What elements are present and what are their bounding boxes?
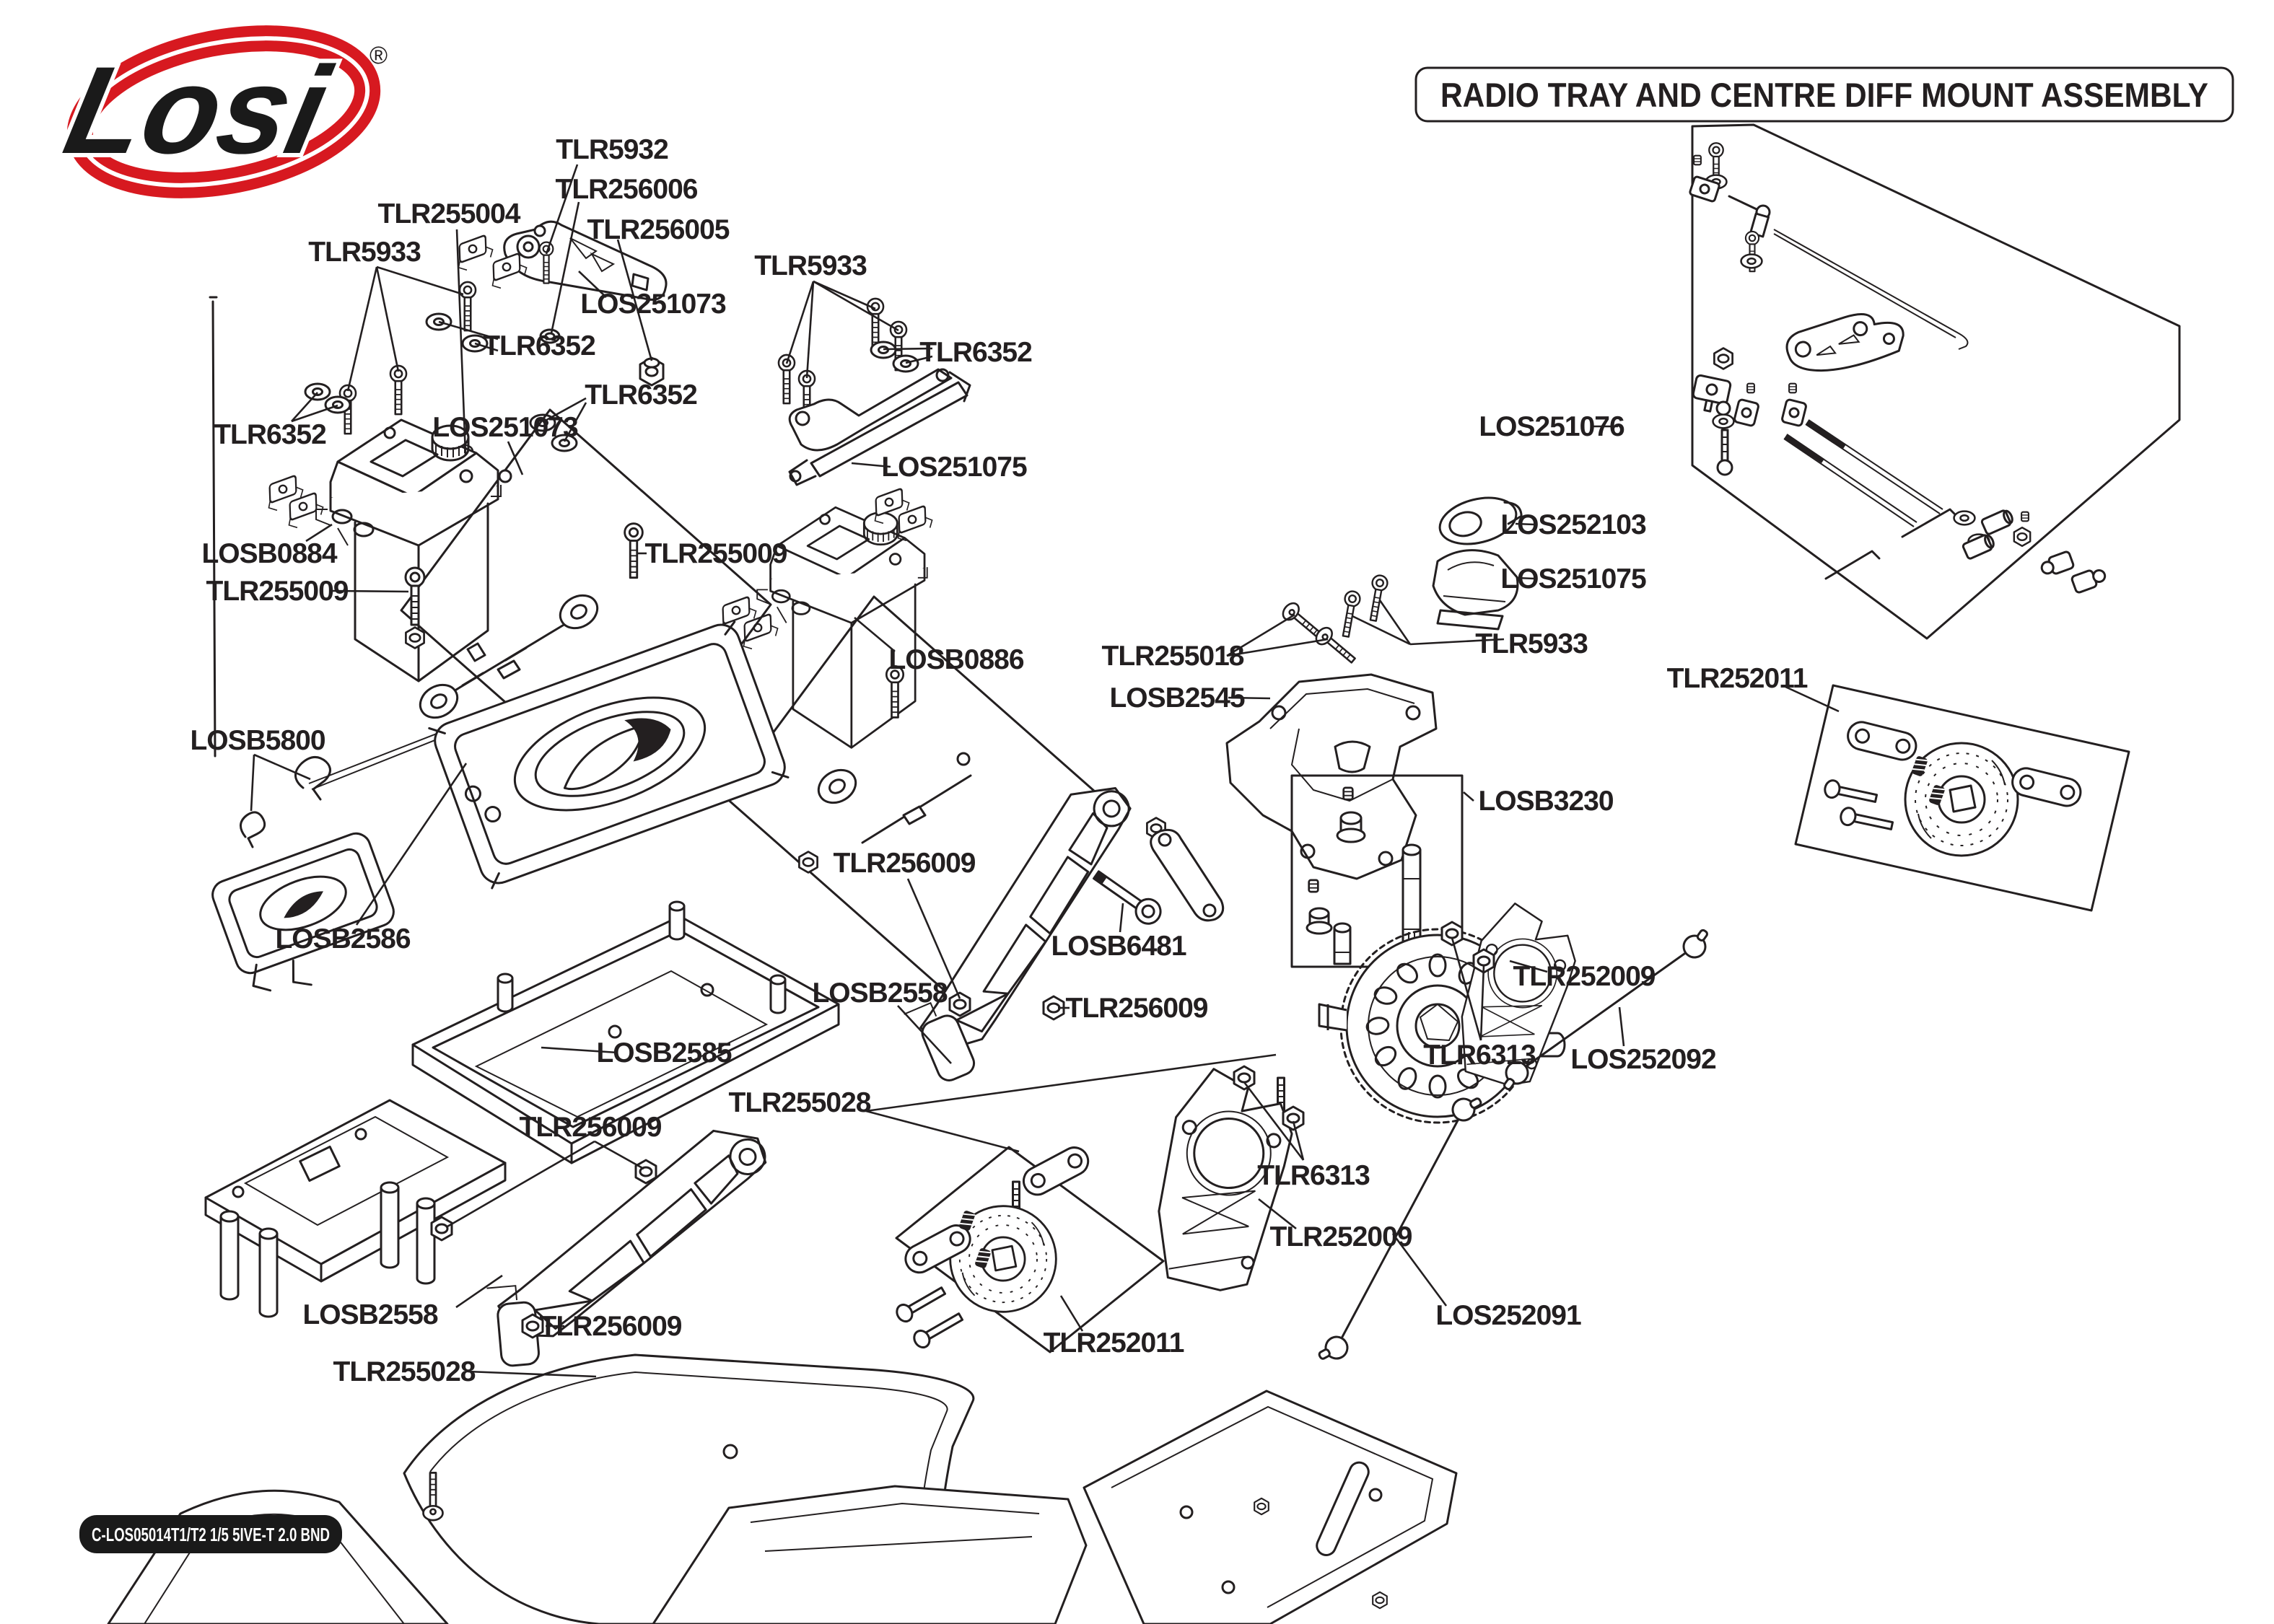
leader-line-los251073-b bbox=[508, 442, 522, 475]
part-label-losb0886: LOSB0886 bbox=[888, 644, 1024, 675]
part-label-tlr252011-a: TLR252011 bbox=[1043, 1327, 1184, 1359]
part-label-tlr255028-a: TLR255028 bbox=[728, 1087, 871, 1118]
part-label-tlr255028-b: TLR255028 bbox=[333, 1356, 476, 1387]
leader-line-tlr5933-a bbox=[377, 267, 398, 372]
part-label-tlr256009-a: TLR256009 bbox=[833, 848, 976, 879]
part-label-los251075-b: LOS251075 bbox=[1500, 563, 1646, 594]
part-label-tlr252009-a: TLR252009 bbox=[1269, 1221, 1412, 1252]
leader-line-tlr5933-a bbox=[377, 267, 463, 294]
part-label-losb2585: LOSB2585 bbox=[596, 1037, 732, 1068]
leader-line-losb3230 bbox=[1464, 792, 1474, 801]
leader-line-tlr256009-d bbox=[595, 1141, 644, 1169]
brand-name: Losi bbox=[54, 40, 339, 180]
leader-line-tlr252011-a bbox=[1061, 1296, 1083, 1331]
part-label-los252091: LOS252091 bbox=[1435, 1300, 1581, 1331]
leader-line-tlr5933-b bbox=[813, 281, 898, 330]
part-label-tlr6352-b: TLR6352 bbox=[919, 337, 1032, 368]
linkage-box-los251076 bbox=[1689, 125, 2179, 638]
part-label-tlr6352-c: TLR6352 bbox=[585, 379, 697, 411]
part-label-tlr252011-b: TLR252011 bbox=[1666, 663, 1808, 694]
side-guard-panel bbox=[108, 1355, 1086, 1624]
part-label-losb2545: LOSB2545 bbox=[1109, 682, 1245, 714]
part-label-tlr256005: TLR256005 bbox=[587, 214, 730, 245]
part-label-tlr5933-c: TLR5933 bbox=[1475, 628, 1588, 659]
part-label-tlr5932: TLR5932 bbox=[556, 134, 668, 165]
part-label-los252103: LOS252103 bbox=[1500, 509, 1646, 540]
part-label-tlr255009-a: TLR255009 bbox=[206, 576, 349, 607]
leader-line-losb2586 bbox=[357, 763, 466, 925]
servo-horn bbox=[1784, 310, 1906, 374]
brake-kit-box-tlr252011-a bbox=[894, 1143, 1163, 1352]
part-label-losb6481: LOSB6481 bbox=[1051, 931, 1186, 962]
part-label-tlr5933-a: TLR5933 bbox=[308, 237, 421, 268]
receiver-box-losb2586 bbox=[209, 830, 411, 1006]
footer-badge bbox=[79, 1515, 342, 1553]
brake-kit-box-tlr252011-b bbox=[1796, 685, 2129, 910]
part-label-losb5800: LOSB5800 bbox=[190, 725, 325, 756]
part-label-tlr252009-b: TLR252009 bbox=[1513, 961, 1656, 992]
part-label-los252092: LOS252092 bbox=[1570, 1044, 1716, 1075]
part-label-losb2558-a: LOSB2558 bbox=[812, 978, 948, 1009]
part-label-tlr255018: TLR255018 bbox=[1101, 641, 1244, 672]
leader-line-tlr5933-b bbox=[813, 281, 875, 309]
part-label-los251076: LOS251076 bbox=[1479, 411, 1624, 442]
part-label-tlr256006: TLR256006 bbox=[555, 174, 698, 205]
part-label-tlr6352-d: TLR6352 bbox=[214, 419, 326, 450]
radio-box-lid bbox=[429, 618, 792, 890]
losi-logo bbox=[54, 16, 388, 208]
part-label-tlr255004: TLR255004 bbox=[377, 198, 520, 229]
part-label-tlr256009-b: TLR256009 bbox=[1065, 993, 1208, 1024]
leader-line-losb6481 bbox=[1120, 903, 1123, 932]
leader-line-losb5800 bbox=[254, 755, 310, 779]
leader-line-losb5800 bbox=[251, 755, 254, 811]
leader-line-tlr5933-a bbox=[348, 267, 377, 391]
leader-line-tlr255028-a bbox=[866, 1111, 1019, 1151]
chassis-plate bbox=[206, 1100, 505, 1317]
part-label-losb2558-b: LOSB2558 bbox=[302, 1299, 438, 1330]
leader-line-los252092 bbox=[1619, 1007, 1624, 1046]
rear-plate bbox=[1084, 1391, 1456, 1624]
part-label-losb3230: LOSB3230 bbox=[1478, 786, 1614, 817]
part-label-los251075-a: LOS251075 bbox=[881, 452, 1027, 483]
part-label-tlr6313-a: TLR6313 bbox=[1257, 1160, 1370, 1191]
part-label-los251073-b: LOS251073 bbox=[432, 412, 578, 443]
badge-label: C-LOS05014T1/T2 1/5 5IVE-T 2.0 BND bbox=[92, 1524, 330, 1545]
part-label-tlr6313-b: TLR6313 bbox=[1423, 1040, 1536, 1071]
leader-line-losb2558-b bbox=[456, 1276, 502, 1307]
screw-losb6481 bbox=[1089, 865, 1166, 929]
part-label-losb2586: LOSB2586 bbox=[275, 923, 411, 954]
antenna-tube bbox=[210, 297, 217, 756]
title-box bbox=[1416, 68, 2233, 121]
page-title: RADIO TRAY AND CENTRE DIFF MOUNT ASSEMBLY bbox=[1440, 76, 2208, 114]
part-label-los251073-a: LOS251073 bbox=[580, 289, 726, 320]
part-label-losb0884: LOSB0884 bbox=[201, 538, 337, 569]
part-label-tlr256009-d: TLR256009 bbox=[519, 1112, 662, 1143]
registered-mark: ® bbox=[369, 42, 388, 69]
part-label-tlr256009-c: TLR256009 bbox=[539, 1311, 682, 1342]
part-label-tlr5933-b: TLR5933 bbox=[754, 250, 867, 281]
part-label-tlr6352-a: TLR6352 bbox=[483, 330, 595, 361]
part-label-tlr255009-b: TLR255009 bbox=[644, 538, 787, 569]
